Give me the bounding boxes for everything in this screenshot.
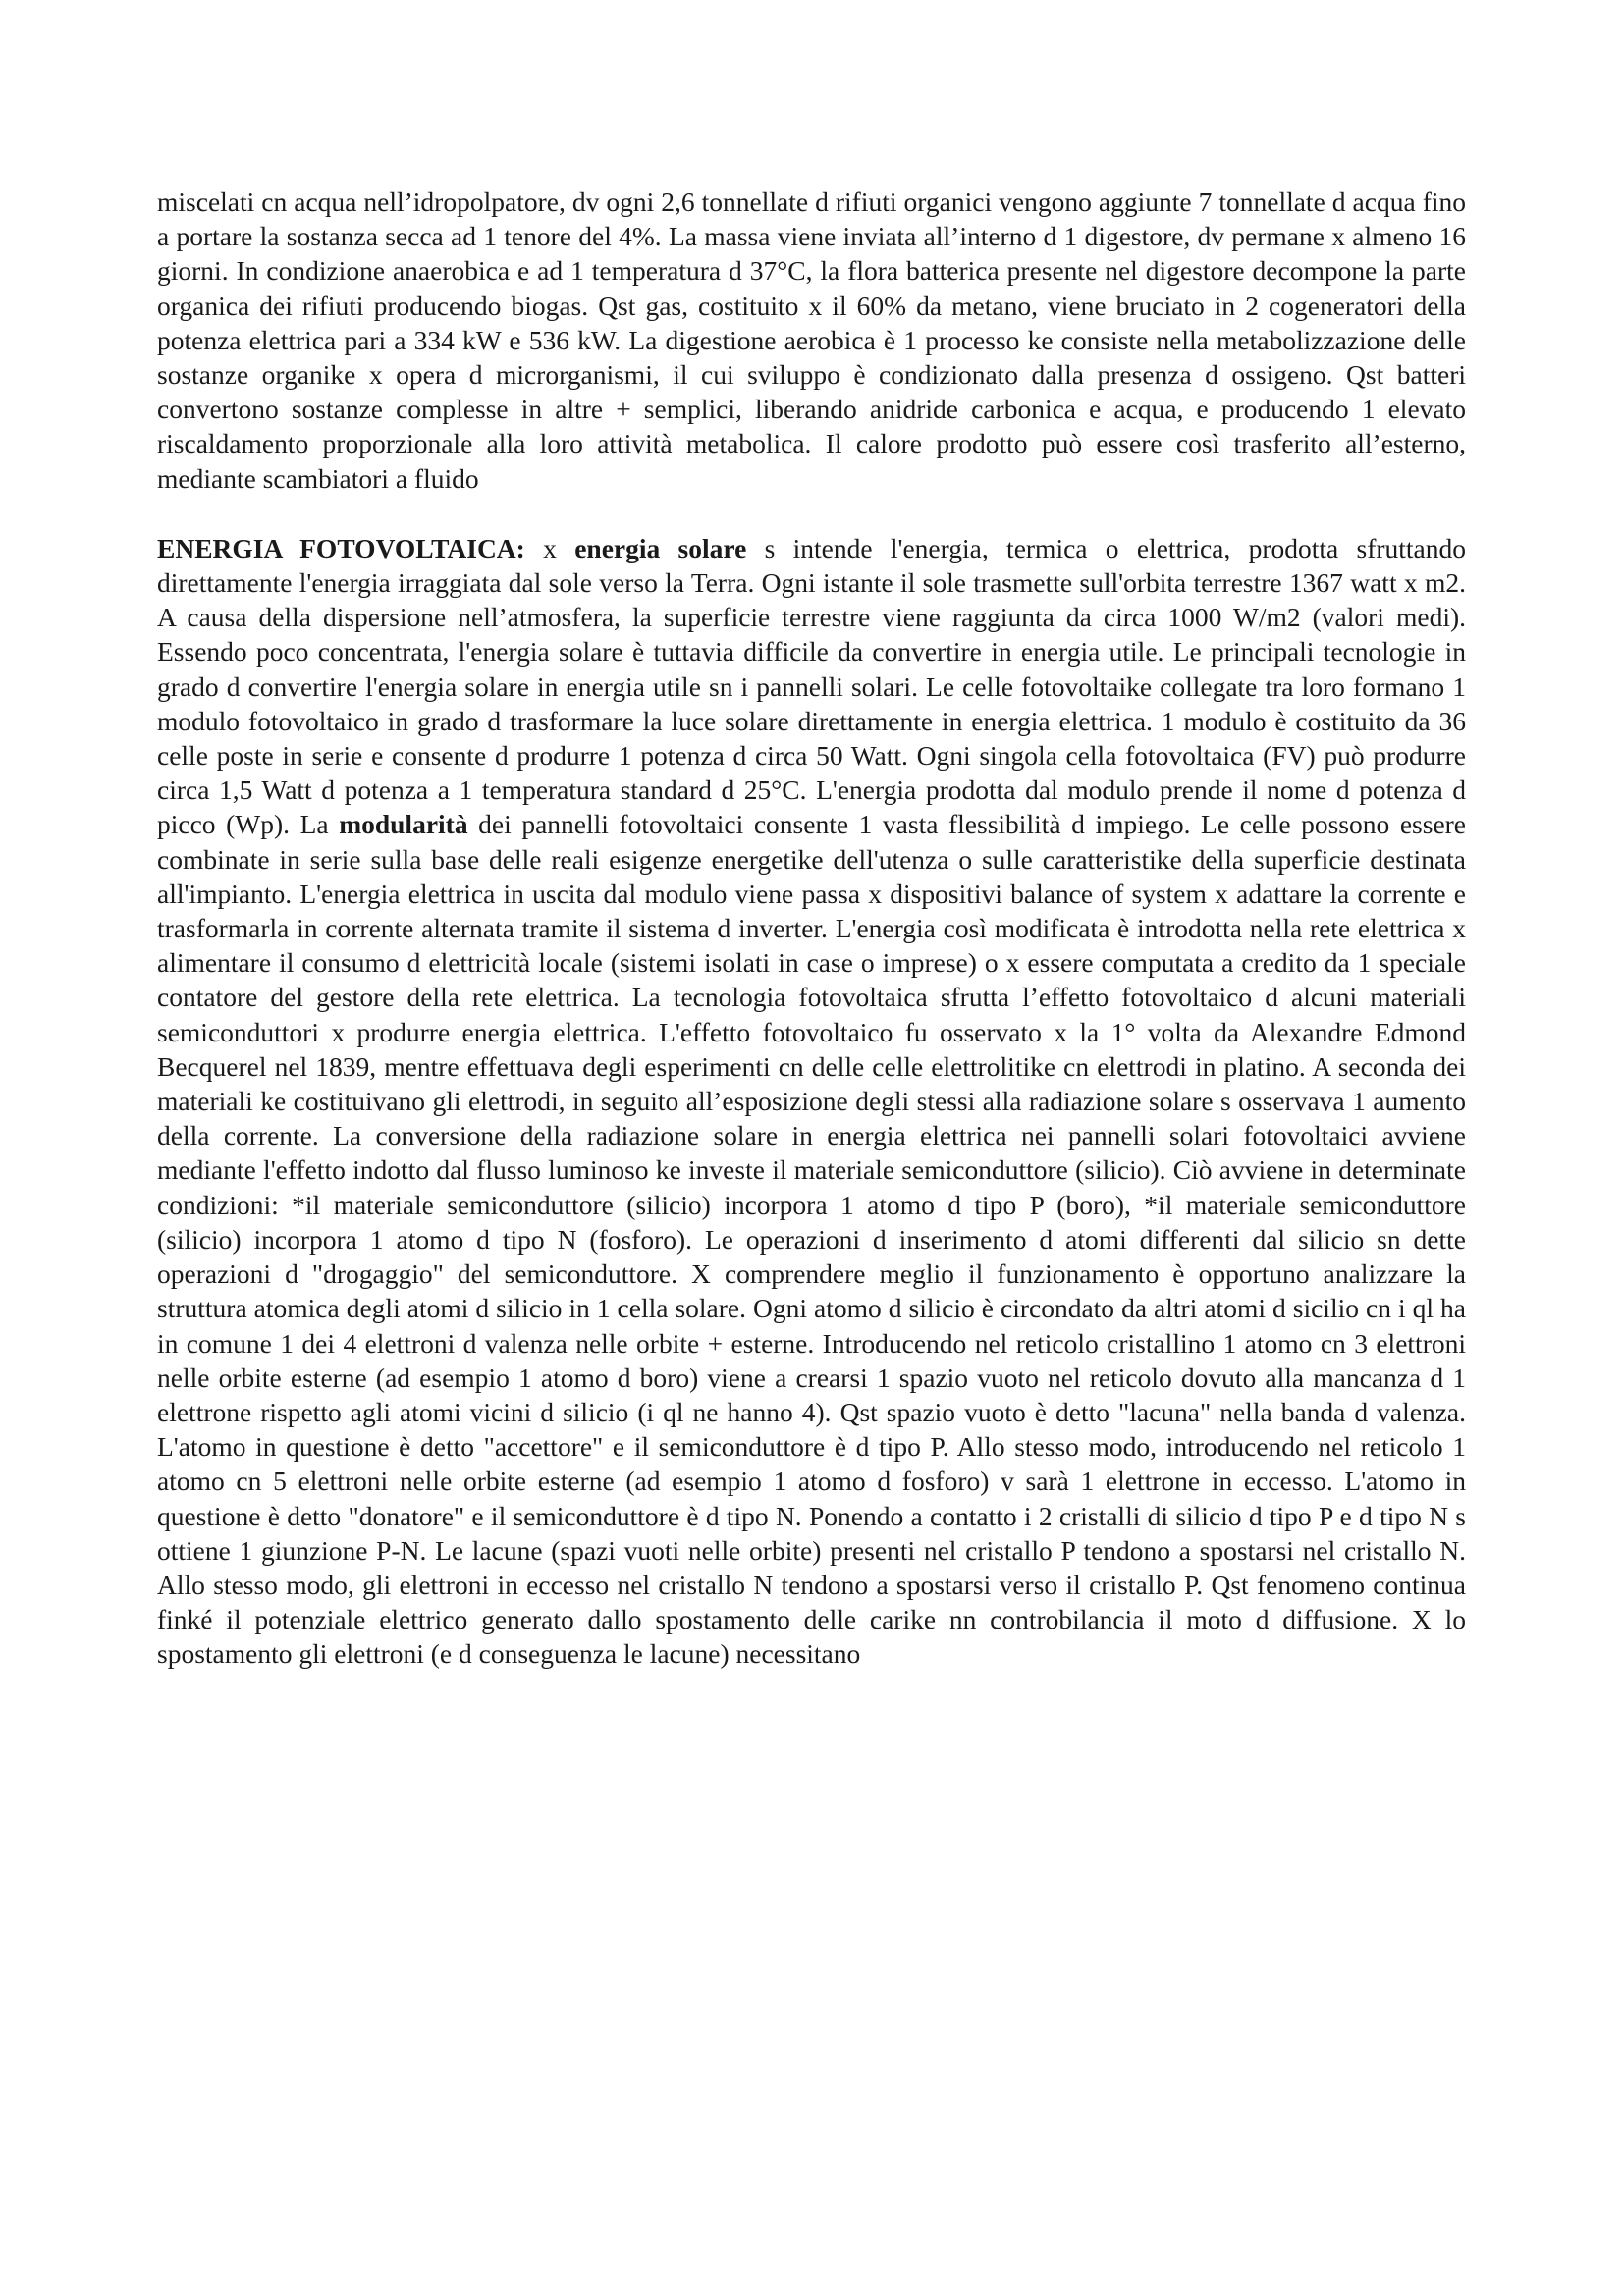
paragraph-energia-fotovoltaica [157,531,1466,1672]
paragraph-text: s intende l'energia, termica o elettrica, prodotta sfruttando direttamente l'energia irraggiata dal sole verso la Terra. Ogni istante il sole trasmette sull'orbita terrestre 1367 watt x m2. A causa della dispersione nell’atmosfera, la superficie terrestre viene raggiunta da circa 1000 W/m2 (valori medi). Essendo poco concentrata, l'energia solare è tuttavia difficile da convertire in energia utile. Le principali tecnologie in grado d convertire l'energia solare in energia utile sn i pannelli solari. Le celle fotovoltaike collegate tra loro formano 1 modulo fotovoltaico in grado d trasformare la luce solare direttamente in energia elettrica. 1 modulo è costituito da 36 celle poste in serie e consente d produrre 1 potenza d circa 50 Watt. Ogni singola cella fotovoltaica (FV) può produrre circa 1,5 Watt d potenza a 1 temperatura standard d 25°C. L'energia prodotta dal modulo prende il nome d potenza d picco (Wp). La [157,532,1467,840]
paragraph-text: x [524,532,575,563]
section-heading: ENERGIA FOTOVOLTAICA: [157,532,525,563]
term-modularita: modularità [339,809,468,840]
paragraph-text: dei pannelli fotovoltaici consente 1 vasta flessibilità d impiego. Le celle possono essere combinate in serie sulla base delle reali esigenze energetike dell'utenza o sulle caratteristike della superficie destinata all'impianto. L'energia elettrica in uscita dal modulo viene passa x dispositivi balance of system x adattare la corrente e trasformarla in corrente alternata tramite il sistema d inverter. L'energia così modificata è introdotta nella rete elettrica x alimentare il consumo d elettricità locale (sistemi isolati in case o imprese) o x essere computata a credito da 1 speciale contatore del gestore della rete elettrica. La tecnologia fotovoltaica sfrutta l’effetto fotovoltaico d alcuni materiali semiconduttori x produrre energia elettrica. L'effetto fotovoltaico fu osservato x la 1° volta da Alexandre Edmond Becquerel nel 1839, mentre effettuava degli esperimenti cn delle celle elettrolitike cn elettrodi in platino. A seconda dei materiali ke costituivano gli elettrodi, in seguito all’esposizione degli stessi alla radiazione solare s osservava 1 aumento della corrente. La conversione della radiazione solare in energia elettrica nei pannelli solari fotovoltaici avviene mediante l'effetto indotto dal flusso luminoso ke investe il materiale semiconduttore (silicio). Ciò avviene in determinate condizioni: *il materiale semiconduttore (silicio) incorpora 1 atomo d tipo P (boro), *il materiale semiconduttore (silicio) incorpora 1 atomo d tipo N (fosforo). Le operazioni d inserimento d atomi differenti dal silicio sn dette operazioni d "drogaggio" del semiconduttore. X comprendere meglio il funzionamento è opportuno analizzare la struttura atomica degli atomi d silicio in 1 cella solare. Ogni atomo d silicio è circondato da altri atomi d sicilio cn i ql ha in comune 1 dei 4 elettroni d valenza nelle orbite + esterne. Introducendo nel reticolo cristallino 1 atomo cn 3 elettroni nelle orbite esterne (ad esempio 1 atomo d boro) viene a crearsi 1 spazio vuoto nel reticolo dovuto alla mancanza d 1 elettrone rispetto agli atomi vicini d silicio (i ql ne hanno 4). Qst spazio vuoto è detto "lacuna" nella banda d valenza. L'atomo in questione è detto "accettore" e il semiconduttore è d tipo P. Allo stesso modo, introducendo nel reticolo 1 atomo cn 5 elettroni nelle orbite esterne (ad esempio 1 atomo d fosforo) v sarà 1 elettrone in eccesso. L'atomo in questione è detto "donatore" e il semiconduttore è d tipo N. Ponendo a contatto i 2 cristalli di silicio d tipo P e d tipo N s ottiene 1 giunzione P-N. Le lacune (spazi vuoti nelle orbite) presenti nel cristallo P tendono a spostarsi nel cristallo N. Allo stesso modo, gli elettroni in eccesso nel cristallo N tendono a spostarsi verso il cristallo P. Qst fenomeno continua finké il potenziale elettrico generato dallo spostamento delle carike nn controbilancia il moto d diffusione. X lo spostamento gli elettroni (e d conseguenza le lacune) necessitano [157,809,1467,1670]
document-page [157,185,1466,1672]
term-energia-solare: energia solare [574,532,747,563]
paragraph-biogas: miscelati cn acqua nell’idropolpatore, dv ogni 2,6 tonnellate d rifiuti organici vengono aggiunte 7 tonnellate d acqua fino a portare la sostanza secca ad 1 tenore del 4%. La massa viene inviata all’interno d 1 digestore, dv permane x almeno 16 giorni. In condizione anaerobica e ad 1 temperatura d 37°C, la flora batterica presente nel digestore decompone la parte organica dei rifiuti producendo biogas. Qst gas, costituito x il 60% da metano, viene bruciato in 2 cogeneratori della potenza elettrica pari a 334 kW e 536 kW. La digestione aerobica è 1 processo ke consiste nella metabolizzazione delle sostanze organike x opera d microrganismi, il cui sviluppo è condizionato dalla presenza d ossigeno. Qst batteri convertono sostanze complesse in altre + semplici, liberando anidride carbonica e acqua, e producendo 1 elevato riscaldamento proporzionale alla loro attività metabolica. Il calore prodotto può essere così trasferito all’esterno, mediante scambiatori a fluido [157,187,1466,494]
